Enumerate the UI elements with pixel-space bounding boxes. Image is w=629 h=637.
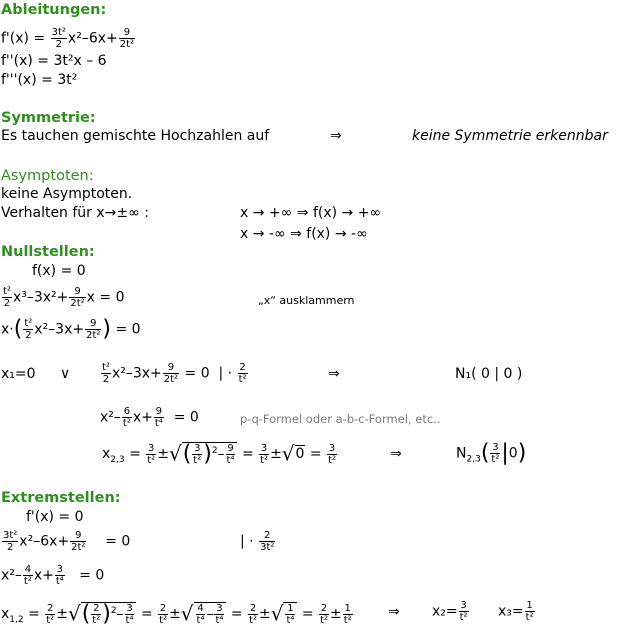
second-derivative: f''(x) = 3t²x – 6	[1, 53, 107, 69]
fraction	[238, 362, 248, 385]
frac-den: t⁴	[55, 576, 64, 587]
frac-num: 3	[194, 443, 201, 455]
eq-text: x²–	[100, 409, 121, 426]
eq-text: x²–3x+	[34, 321, 85, 338]
fraction	[285, 603, 295, 626]
frac-den: 2	[25, 330, 32, 341]
sqrt-sign: √	[168, 441, 182, 466]
frac-den: 2t²	[119, 39, 135, 50]
x3-solution	[498, 600, 536, 623]
paren-open: (	[13, 316, 23, 342]
fraction	[459, 600, 469, 623]
frac-den: t²	[193, 455, 202, 467]
f1-lhs: f'(x) =	[1, 30, 46, 47]
paren-open: (	[480, 440, 490, 466]
frac-num: 3	[56, 564, 64, 575]
eq-text: x₃=	[498, 603, 524, 620]
frac-den: t²	[343, 614, 352, 626]
frac-num: 2	[93, 603, 100, 615]
frac-num: 1	[344, 602, 351, 614]
eq-text: ±	[330, 606, 342, 623]
sqrt-sign: √	[67, 601, 81, 626]
frac-num: 2	[47, 602, 54, 614]
frac-num: 2	[320, 602, 328, 614]
eq-text: =	[140, 606, 153, 623]
frac-num: 2	[159, 602, 167, 614]
frac-den: 2t²	[71, 542, 86, 553]
heading-asymptoten: Asymptoten:	[1, 168, 94, 184]
fraction	[51, 27, 67, 50]
nullstellen-eq0: f(x) = 0	[32, 263, 86, 279]
fraction	[55, 564, 65, 587]
frac-num: 4	[197, 603, 204, 615]
fraction	[490, 442, 500, 465]
fraction	[85, 318, 101, 341]
fraction	[259, 530, 275, 553]
x2-solution	[432, 600, 470, 623]
frac-den: t⁴	[215, 615, 224, 627]
sqrt-body	[283, 602, 297, 626]
frac-num: 3	[260, 442, 268, 454]
heading-extremstellen: Extremstellen:	[1, 490, 121, 506]
eq-text: = 0	[115, 321, 141, 338]
frac-den: t⁴	[154, 418, 163, 429]
eq-text: x²–3x+	[111, 365, 162, 382]
exponent: 2	[211, 446, 218, 456]
frac-den: 2t²	[70, 298, 85, 309]
frac-den: 2	[102, 374, 110, 385]
fraction	[154, 406, 164, 429]
sqrt-body: ( $\frac{3}{\text{t²}}$ )$^2$– $\frac{9}{\text{t⁴}}$	[182, 442, 238, 466]
eq-text: = 0	[79, 567, 105, 584]
extrem-eq2	[1, 564, 104, 587]
exponent: 2	[110, 606, 117, 616]
fraction	[158, 603, 168, 626]
nullstellen-eq1	[1, 286, 125, 309]
eq-text: 0	[508, 445, 518, 462]
frac-num: 9	[70, 530, 86, 542]
frac-num: 2	[249, 602, 257, 614]
eq-text: = 0	[105, 533, 131, 550]
frac-num: 9	[163, 362, 179, 374]
heading-ableitungen: Ableitungen:	[1, 2, 107, 18]
eq-text: =	[309, 446, 322, 463]
frac-den: t⁴	[125, 615, 134, 627]
or-symbol: ∨	[60, 366, 71, 382]
eq-text: ±	[169, 606, 181, 623]
fraction	[101, 362, 111, 385]
subscript: 2,3	[466, 454, 481, 465]
eq-text: ±	[157, 446, 169, 463]
eq-text: = 0	[173, 409, 199, 426]
paren-open: (	[81, 601, 91, 627]
eq-text: =	[230, 606, 243, 623]
eq-text: x·	[1, 321, 14, 338]
eq-text: x	[1, 606, 10, 623]
fraction	[23, 318, 33, 341]
heading-nullstellen: Nullstellen:	[1, 244, 95, 260]
frac-den: t⁴	[226, 455, 235, 467]
frac-den: t²	[46, 614, 55, 626]
frac-num: 3	[148, 442, 155, 454]
frac-den: t²	[260, 454, 269, 466]
fraction	[327, 443, 337, 466]
extrem-eq3	[1, 602, 354, 629]
fraction	[2, 286, 12, 309]
extrem-multiply	[240, 530, 276, 553]
f1-rest: x²–6x+	[67, 30, 118, 47]
ausklammern-note: „x“ ausklammern	[258, 294, 355, 307]
paren-close: )	[102, 316, 111, 342]
n23-point	[456, 442, 526, 468]
fraction	[119, 27, 135, 50]
paren-close: )	[203, 441, 212, 467]
heading-symmetrie: Symmetrie:	[1, 110, 96, 126]
frac-den: t²	[249, 614, 257, 626]
frac-den: t²	[92, 615, 101, 627]
arrow: ⇒	[388, 604, 400, 620]
eq-text: =	[129, 446, 141, 463]
subscript: 1,2	[9, 614, 24, 625]
pq-formula-note: p-q-Formel oder a-b-c-Formel, etc..	[240, 412, 441, 426]
eq-text: N	[456, 445, 467, 462]
eq-text: ±	[259, 606, 271, 623]
frac-den: t²	[23, 576, 32, 587]
fraction	[70, 530, 86, 553]
frac-den: t²	[122, 418, 131, 429]
frac-num: 3t²	[3, 530, 18, 541]
subscript: 2,3	[110, 454, 125, 465]
frac-den: 2	[6, 542, 14, 553]
fraction	[163, 362, 179, 385]
symmetrie-arrow: ⇒	[330, 128, 342, 144]
eq-text: | ·	[218, 365, 233, 382]
frac-den: t⁴	[196, 615, 205, 627]
third-derivative: f'''(x) = 3t²	[1, 72, 78, 88]
eq-text: x	[102, 446, 111, 463]
fraction	[196, 603, 206, 626]
frac-num: t²	[102, 362, 110, 373]
frac-num: 1	[287, 603, 294, 615]
nullstellen-eq2	[1, 318, 141, 341]
fraction	[214, 603, 224, 626]
frac-den: t²	[491, 454, 500, 465]
eq-text: x³–3x²+	[12, 289, 69, 306]
symmetrie-result: keine Symmetrie erkennbar	[412, 128, 608, 144]
eq-text: ±	[56, 606, 68, 623]
nullstellen-eq5	[102, 442, 338, 469]
frac-den: t⁴	[286, 615, 295, 627]
frac-num: 9	[155, 406, 163, 417]
sqrt-body: $\frac{4}{\text{t⁴}}$ – $\frac{3}{\text{t⁴}}$	[194, 602, 227, 626]
eq-text: =	[28, 606, 40, 623]
fraction	[91, 603, 101, 626]
eq-text: x²–6x+	[19, 533, 70, 550]
frac-den: t²	[525, 612, 534, 623]
fraction	[192, 443, 202, 466]
frac-den: t²	[320, 614, 328, 626]
fraction	[259, 443, 269, 466]
frac-den: 2	[55, 39, 62, 50]
fraction	[319, 603, 329, 626]
frac-num: 3	[328, 442, 336, 454]
frac-den: 2t²	[86, 330, 101, 341]
fraction	[525, 600, 535, 623]
extrem-eq1	[1, 530, 130, 553]
fraction	[226, 443, 236, 466]
fraction	[248, 603, 258, 626]
frac-den: 2t²	[163, 374, 179, 385]
frac-num: 9	[119, 27, 135, 39]
x1-solution: x₁=0	[1, 366, 36, 382]
nullstellen-eq3	[100, 362, 249, 385]
fraction	[122, 406, 132, 429]
frac-num: 2	[239, 362, 246, 373]
eq-text: x+	[132, 409, 153, 426]
sqrt-body: ( $\frac{2}{\text{t²}}$ )$^2$– $\frac{3}{\text{t⁴}}$	[81, 602, 137, 626]
frac-den: t²	[328, 454, 337, 466]
eq-text: x₂=	[432, 603, 458, 620]
nullstellen-eq4	[100, 406, 199, 429]
sqrt-body: 0	[295, 446, 305, 463]
frac-num: 3	[216, 603, 223, 615]
frac-num: 3	[126, 603, 133, 615]
frac-num: 9	[227, 443, 234, 455]
frac-num: 6	[123, 406, 131, 417]
behaviour-plus: x → +∞ ⇒ f(x) → +∞	[240, 205, 382, 221]
frac-num: 9	[69, 286, 85, 298]
frac-den: 3t²	[260, 542, 275, 553]
behaviour-minus: x → -∞ ⇒ f(x) → -∞	[240, 226, 368, 242]
sqrt-sign: √	[180, 601, 194, 626]
fraction	[2, 530, 18, 553]
symmetrie-text: Es tauchen gemischte Hochzahlen auf	[1, 128, 270, 144]
frac-num: 2	[259, 530, 275, 542]
eq-text: =	[241, 446, 254, 463]
asymptoten-line1: keine Asymptoten.	[1, 186, 133, 202]
frac-num: 3	[460, 600, 467, 611]
eq-text: x+	[33, 567, 54, 584]
paren-close: )	[517, 440, 527, 466]
arrow: ⇒	[328, 366, 340, 382]
frac-den: t²	[159, 614, 168, 626]
extrem-eq0: f'(x) = 0	[26, 509, 84, 525]
frac-num: 4	[24, 564, 32, 575]
frac-num: 1	[526, 600, 533, 611]
fraction	[146, 443, 156, 466]
bar: |	[501, 440, 509, 466]
frac-num: t²	[24, 318, 33, 329]
arrow: ⇒	[390, 446, 402, 462]
frac-den: t²	[147, 454, 156, 466]
fraction	[125, 603, 135, 626]
frac-den: t²	[459, 612, 468, 623]
eq-text: x = 0	[86, 289, 125, 306]
frac-den: t²	[238, 374, 247, 385]
frac-num: 9	[85, 318, 101, 330]
frac-num: 3t²	[51, 27, 66, 38]
eq-text: x²–	[1, 567, 22, 584]
eq-text: ±	[270, 446, 282, 463]
sqrt-sign: √	[270, 601, 284, 626]
eq-text: = 0	[184, 365, 210, 382]
fraction	[45, 603, 55, 626]
frac-num: t²	[3, 286, 11, 297]
first-derivative	[1, 27, 136, 50]
fraction	[23, 564, 33, 587]
paren-open: (	[182, 441, 192, 467]
paren-close: )	[102, 601, 111, 627]
eq-text: | ·	[240, 533, 254, 550]
eq-text: =	[301, 606, 314, 623]
frac-den: 2	[3, 298, 11, 309]
n1-point: N₁( 0 | 0 )	[455, 366, 523, 382]
fraction	[69, 286, 85, 309]
fraction	[343, 603, 353, 626]
frac-num: 3	[492, 442, 499, 453]
sqrt-sign: √	[281, 441, 295, 466]
asymptoten-line2: Verhalten für x→±∞ :	[1, 205, 149, 221]
